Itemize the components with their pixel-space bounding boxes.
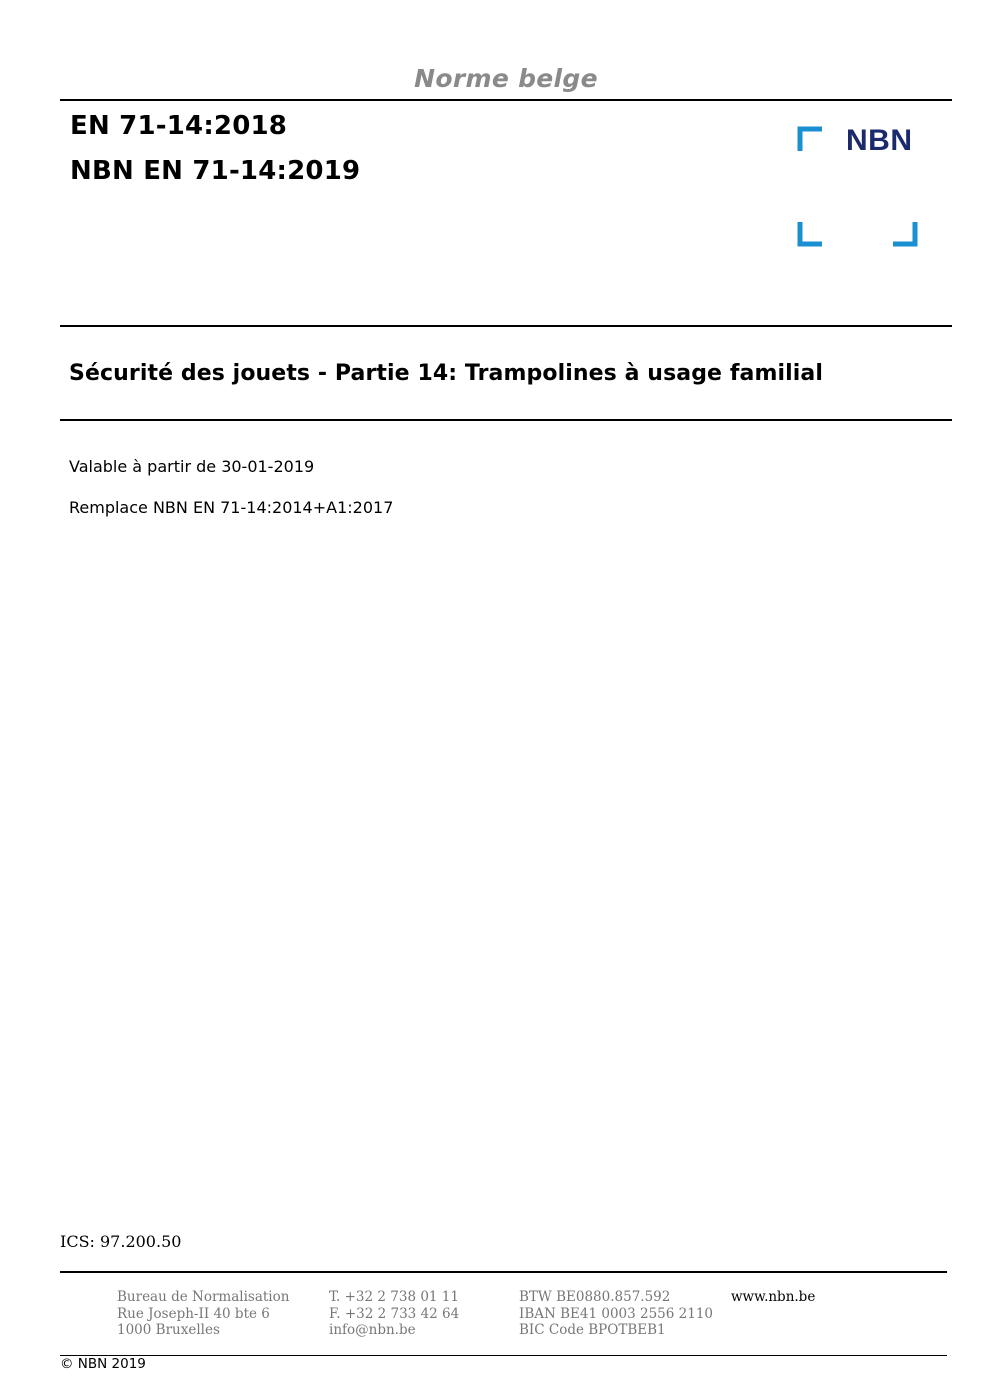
ics-code: ICS: 97.200.50 <box>60 1232 182 1251</box>
footer-email-link[interactable]: info@nbn.be <box>329 1322 416 1338</box>
footer-top-divider <box>60 1271 947 1273</box>
logo-text: NBN <box>846 124 913 157</box>
footer-address <box>117 1289 289 1339</box>
validity-date: Valable à partir de 30-01-2019 <box>69 457 315 476</box>
copyright-notice: © NBN 2019 <box>60 1356 146 1372</box>
nbn-logo <box>795 124 920 248</box>
title-bottom-divider <box>60 419 952 421</box>
logo-bracket-bottom-left <box>800 222 822 244</box>
logo-bracket-bottom-right <box>893 222 915 244</box>
footer-contact <box>329 1289 459 1339</box>
title-top-divider <box>60 325 952 327</box>
footer-bottom-divider <box>60 1355 947 1356</box>
footer-bic: BIC Code BPOTBEB1 <box>519 1322 666 1338</box>
document-type-label: Norme belge <box>414 64 598 93</box>
footer-website-link[interactable]: www.nbn.be <box>731 1289 816 1305</box>
footer-address-line: Bureau de Normalisation <box>117 1289 290 1305</box>
footer-bank <box>519 1289 713 1339</box>
footer-iban: IBAN BE41 0003 2556 2110 <box>519 1305 714 1322</box>
footer-address-line: 1000 Bruxelles <box>117 1322 220 1338</box>
header-divider <box>60 99 952 101</box>
replaces-standard: Remplace NBN EN 71-14:2014+A1:2017 <box>69 498 394 517</box>
en-standard-code: EN 71-14:2018 <box>70 111 288 141</box>
logo-bracket-top-left <box>800 129 822 151</box>
footer-fax: F. +32 2 733 42 64 <box>329 1305 460 1322</box>
document-title: Sécurité des jouets - Partie 14: Trampolines à usage familial <box>69 361 823 386</box>
nbn-standard-code: NBN EN 71-14:2019 <box>70 156 361 186</box>
footer-address-line: Rue Joseph-II 40 bte 6 <box>117 1305 270 1322</box>
footer-vat: BTW BE0880.857.592 <box>519 1289 671 1305</box>
footer-phone: T. +32 2 738 01 11 <box>329 1289 459 1305</box>
